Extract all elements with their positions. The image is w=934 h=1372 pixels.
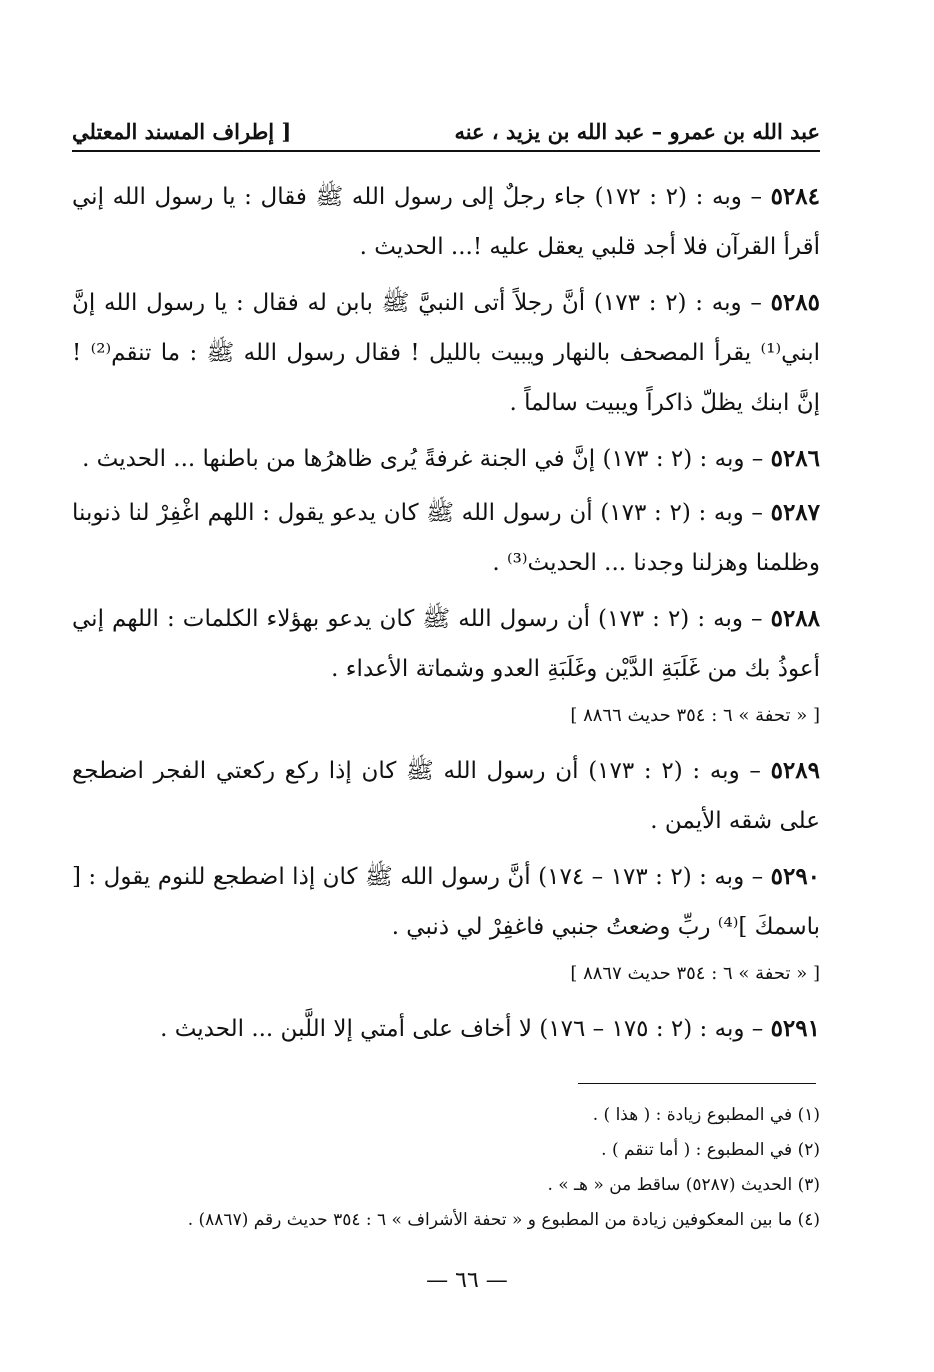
tuhfa-reference: [ « تحفة » ٦ : ٣٥٤ حديث ٨٨٦٦ ] [570,705,820,726]
hadith-number: ٥٢٨٨ [770,605,820,632]
header-book-title: [ إطراف المسند المعتلي [72,119,292,144]
hadith-list [72,172,820,1058]
page-number: — ٦٦ — [426,1268,508,1293]
hadith-entry [72,1004,820,1054]
tuhfa-reference: [ « تحفة » ٦ : ٣٥٤ حديث ٨٨٦٧ ] [570,963,820,984]
hadith-entry [72,278,820,428]
header-rule [72,150,820,152]
hadith-text: – وبه : (٢ : ١٧٣) أن رسول الله ﷺ كان إذا ركع ركعتي الفجر اضطجع على شقه الأيمن . [72,758,820,834]
hadith-text: – وبه : (٢ : ١٧٣) أن رسول الله ﷺ كان يدعو يقول : اللهم اغْفِرْ لنا ذنوبنا وظلمنا وهزلنا وجدنا ... الحديث⁽³⁾ . [72,500,820,576]
hadith-entry [72,434,820,484]
hadith-number: ٥٢٨٤ [770,183,820,210]
header-author-title: عبد الله بن عمرو – عبد الله بن يزيد ، عنه [454,119,820,144]
footnote: (٣) الحديث (٥٢٨٧) ساقط من « هـ » . [547,1175,820,1195]
hadith-number: ٥٢٨٧ [770,499,821,526]
hadith-entry [72,172,820,272]
hadith-text: – وبه : (٢ : ١٧٣) أنَّ رجلاً أتى النبيَّ ﷺ بابن له فقال : يا رسول الله إنَّ ابني⁽¹⁾ يقرأ المصحف بالنهار ويبيت بالليل ! فقال رسول الله ﷺ : ما تنقم⁽²⁾ ! إنَّ ابنك يظلّ ذاكراً ويبيت سالماً . [72,290,821,416]
running-header [72,112,820,146]
hadith-text: – وبه : (٢ : ١٧٥ – ١٧٦) لا أخاف على أمتي إلا اللَّبن ... الحديث . [160,1016,771,1042]
hadith-entry [72,852,820,952]
footnote: (٤) ما بين المعكوفين زيادة من المطبوع و « تحفة الأشراف » ٦ : ٣٥٤ حديث رقم (٨٨٦٧) . [187,1210,820,1230]
hadith-number: ٥٢٨٥ [770,289,820,316]
hadith-text: – وبه : (٢ : ١٧٢) جاء رجلٌ إلى رسول الله ﷺ فقال : يا رسول الله إني أقرأ القرآن فلا أجد قلبي يعقل عليه !... الحديث . [72,184,820,260]
footnote: (١) في المطبوع زيادة : ( هذا ) . [592,1105,820,1125]
hadith-text: – وبه : (٢ : ١٧٣) أن رسول الله ﷺ كان يدعو بهؤلاء الكلمات : اللهم إني أعوذُ بك من غَلَبَةِ الدَّيْن وغَلَبَةِ العدو وشماتة الأعداء . [72,606,820,682]
hadith-entry [72,594,820,694]
hadith-entry [72,746,820,846]
hadith-text: – وبه : (٢ : ١٧٣ – ١٧٤) أنَّ رسول الله ﷺ كان إذا اضطجع للنوم يقول : [ باسمكَ ]⁽⁴⁾ ربِّ وضعتُ جنبي فاغفِرْ لي ذنبي . [72,864,820,940]
hadith-number: ٥٢٩٠ [770,863,821,890]
hadith-number: ٥٢٩١ [770,1015,820,1042]
footnote: (٢) في المطبوع : ( أما تنقم ) . [601,1140,820,1160]
footnotes [72,1098,820,1238]
hadith-number: ٥٢٨٩ [770,757,820,784]
hadith-number: ٥٢٨٦ [770,445,820,472]
footnote-rule [578,1083,816,1084]
hadith-entry [72,488,820,588]
hadith-text: – وبه : (٢ : ١٧٣) إنَّ في الجنة غرفةً يُرى ظاهرُها من باطنها ... الحديث . [82,446,771,472]
